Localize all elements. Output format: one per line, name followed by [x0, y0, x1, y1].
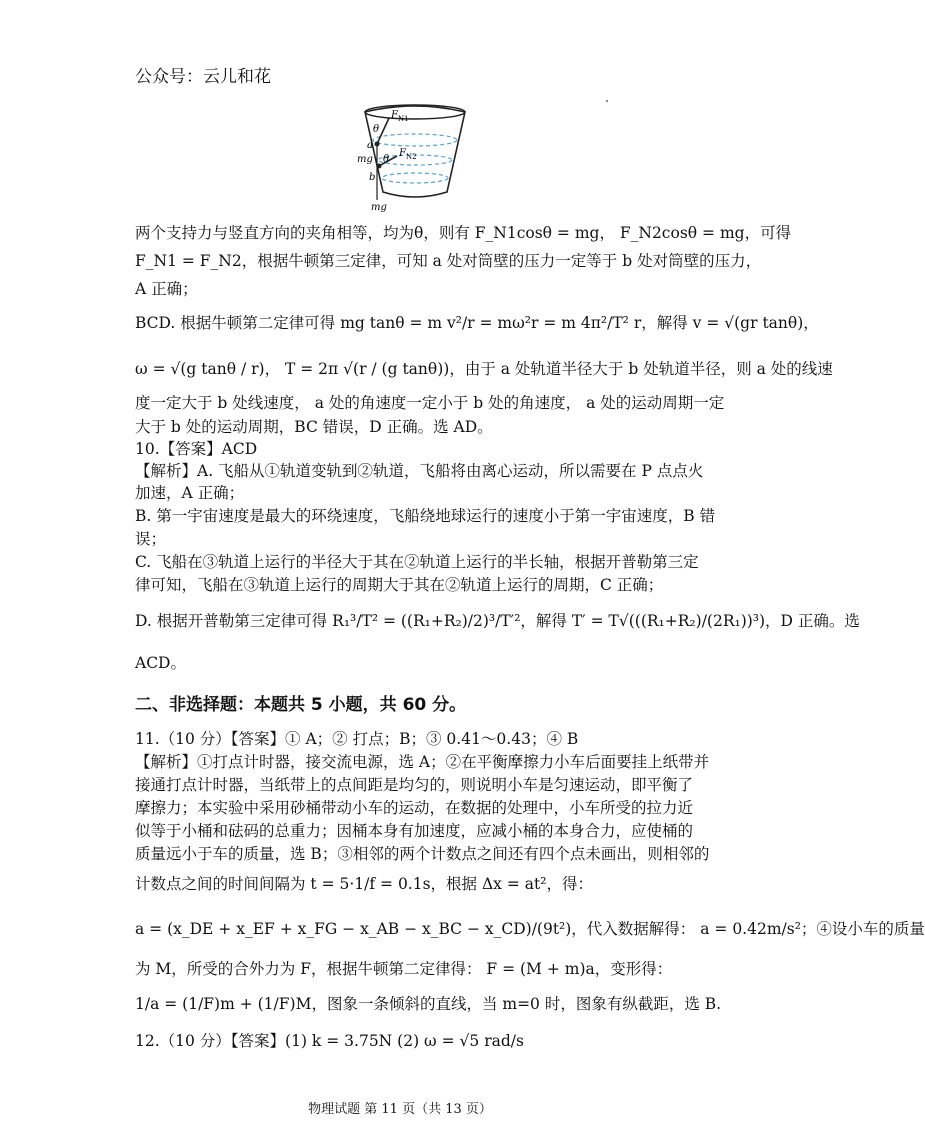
body-line-14: 律可知，飞船在③轨道上运行的周期大于其在②轨道上运行的周期，C 正确； [135, 576, 664, 594]
mg-bottom-label: mg [371, 202, 387, 213]
fn2-label: F [399, 148, 406, 159]
q11-line-5: 似等于小桶和砝码的总重力；因桶本身有加速度，应减小桶的本身合力，应使桶的 [135, 822, 694, 840]
answer-10: 10.【答案】ACD [135, 440, 258, 458]
page-footer: 物理试题 第 11 页（共 13 页） [308, 1102, 492, 1117]
a-label: a [367, 140, 373, 151]
b-label: b [369, 172, 376, 183]
fn1-label: F [391, 110, 398, 121]
answer-12: 12.（10 分）【答案】(1) k = 3.75N (2) ω = √5 rad/s [135, 1032, 524, 1050]
q11-line-4: 摩擦力；本实验中采用砂桶带动小车的运动，在数据的处理中，小车所受的拉力近 [135, 799, 694, 817]
q11-line-9: 为 M，所受的合外力为 F，根据牛顿第二定律得： F = (M + m)a，变形得： [135, 960, 673, 978]
q11-line-8: a = (x_DE + x_EF + x_FG − x_AB − x_BC − x_CD)/(9t²)，代入数据解得： a = 0.42m/s²；④设小车的质量 [135, 920, 925, 938]
q11-line-7: 计数点之间的时间间隔为 t = 5·1/f = 0.1s，根据 Δx = at²，得： [135, 875, 593, 893]
body-line-16: ACD。 [135, 654, 186, 672]
cone-cup-figure [355, 100, 475, 213]
theta1-label: θ [373, 124, 380, 135]
answer-11: 11.（10 分）【答案】① A；② 打点；B；③ 0.41～0.43；④ B [135, 730, 579, 748]
fn1-sub: N1 [398, 115, 409, 123]
body-line-4: BCD. 根据牛顿第二定律可得 mg tanθ = m v²/r = mω²r = m 4π²/T² r，解得 v = √(gr tanθ)， [135, 314, 819, 332]
body-line-12: 误； [135, 530, 167, 548]
q11-line-6: 质量远小于车的质量，选 B；③相邻的两个计数点之间还有四个点未画出，则相邻的 [135, 845, 710, 863]
q11-line-10: 1/a = (1/F)m + (1/F)M，图象一条倾斜的直线，当 m=0 时，图象有纵截距，选 B. [135, 995, 722, 1013]
header-title: 公众号：云儿和花 [135, 67, 271, 87]
body-line-3: A 正确； [135, 280, 198, 298]
body-line-10: 加速，A 正确； [135, 484, 245, 502]
body-line-1: 两个支持力与竖直方向的夹角相等，均为θ，则有 F_N1cosθ = mg， F_N2cosθ = mg，可得 [135, 224, 792, 242]
section-title: 二、非选择题：本题共 5 小题，共 60 分。 [135, 695, 467, 715]
q11-line-2: 【解析】①打点计时器，接交流电源，选 A；②在平衡摩擦力小车后面要挂上纸带并 [135, 753, 710, 771]
body-line-9: 【解析】A. 飞船从①轨道变轨到②轨道，飞船将由离心运动，所以需要在 P 点点火 [135, 462, 704, 480]
body-line-2: F_N1 = F_N2，根据牛顿第三定律，可知 a 处对筒壁的压力一定等于 b 处对筒壁的压力， [135, 252, 762, 270]
q11-line-3: 接通打点计时器，当纸带上的点间距是均匀的，则说明小车是匀速运动，即平衡了 [135, 776, 694, 794]
body-line-11: B. 第一宇宙速度是最大的环绕速度，飞船绕地球运行的速度小于第一宇宙速度，B 错 [135, 507, 716, 525]
fn2-sub: N2 [406, 153, 417, 161]
speck [606, 100, 608, 102]
body-line-7: 大于 b 处的运动周期，BC 错误，D 正确。选 AD。 [135, 418, 493, 436]
theta2-label: θ [383, 154, 390, 165]
body-line-15: D. 根据开普勒第三定律可得 R₁³/T² = ((R₁+R₂)/2)³/T′²，解得 T′ = T√(((R₁+R₂)/(2R₁))³)，D 正确。选 [135, 612, 860, 630]
body-line-5: ω = √(g tanθ / r)， T = 2π √(r / (g tanθ))，由于 a 处轨道半径大于 b 处轨道半径，则 a 处的线速 [135, 360, 833, 378]
body-line-6: 度一定大于 b 处线速度， a 处的角速度一定小于 b 处的角速度， a 处的运动周期一定 [135, 394, 725, 412]
body-line-13: C. 飞船在③轨道上运行的半径大于其在②轨道上运行的半长轴，根据开普勒第三定 [135, 553, 699, 571]
mg-side-label: mg [357, 154, 373, 165]
